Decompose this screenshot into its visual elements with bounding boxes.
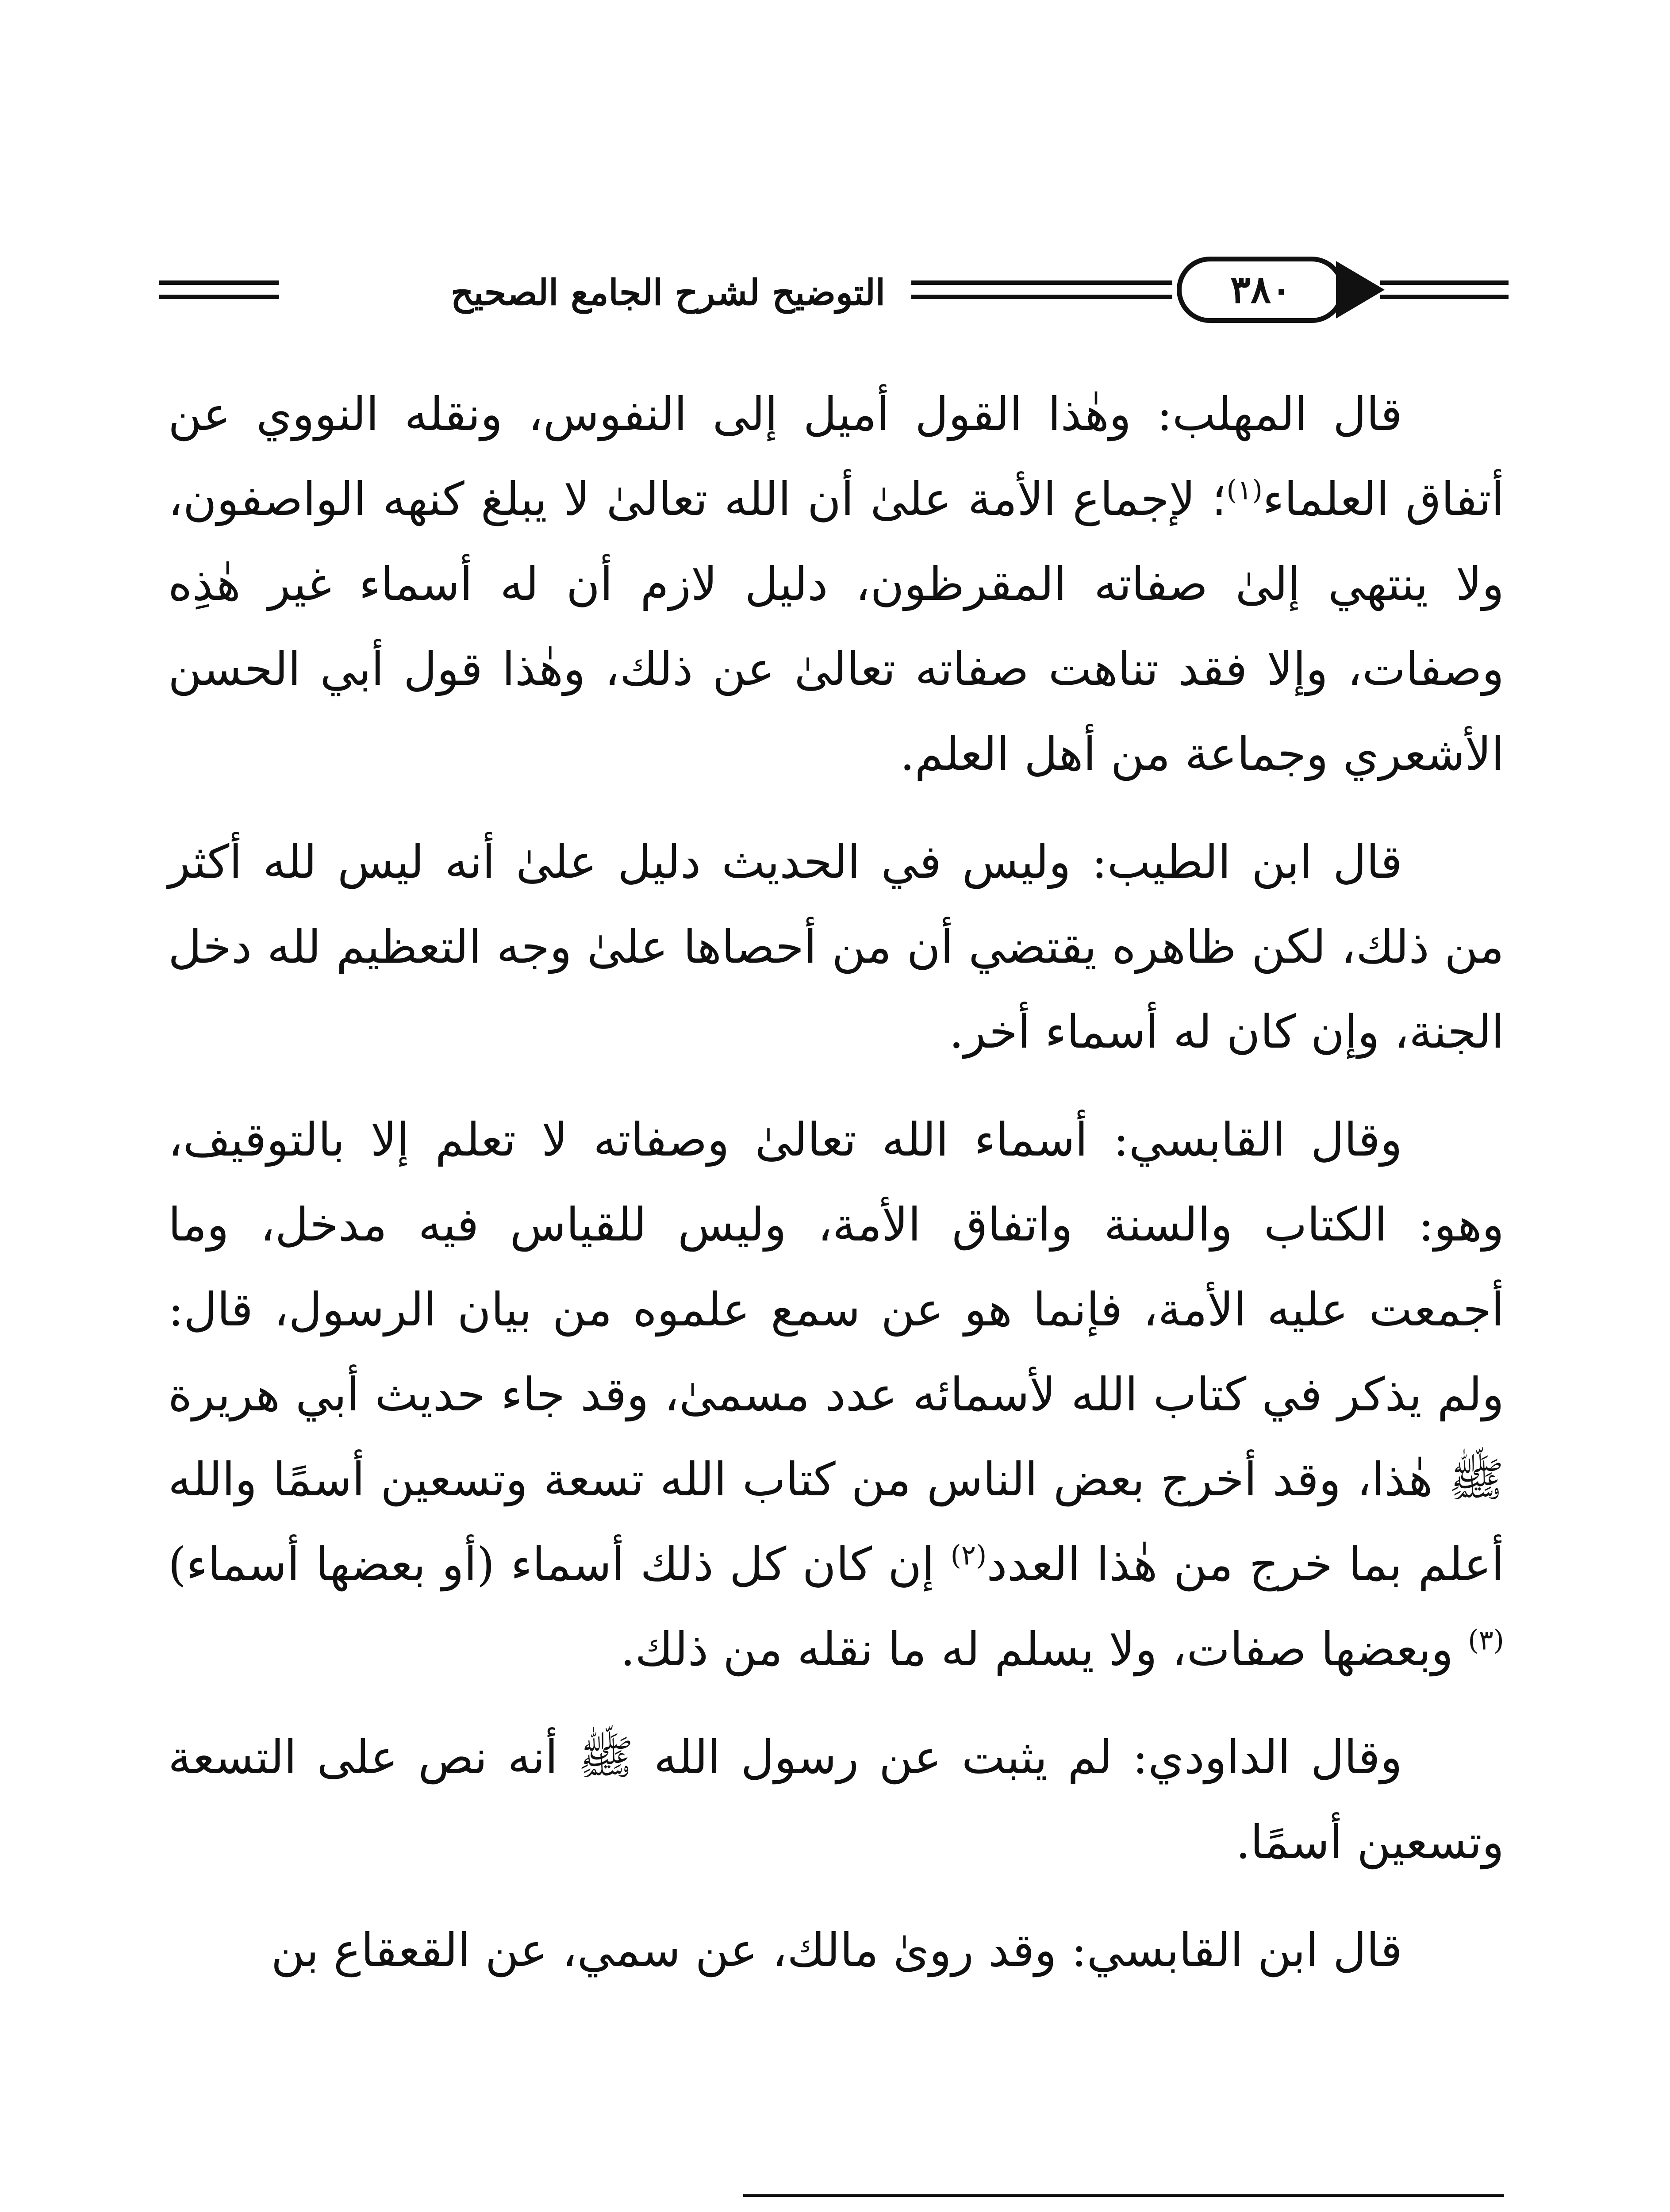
page-number-badge <box>1177 257 1345 323</box>
footnote-ref: (٣) <box>1468 1624 1504 1656</box>
footnote-ref: (٢) <box>950 1539 987 1571</box>
paragraph-ibn-qabisi <box>168 1908 1504 1993</box>
paragraph-ibn-tayyib <box>168 819 1504 1074</box>
paragraph-text: وقال القابسي: أسماء الله تعالىٰ وصفاته لا تعلم إلا بالتوقيف، وهو: الكتاب والسنة واتفاق الأمة، وليس للقياس فيه مدخل، وما أجمعت عليه الأمة، فإنما هو عن سمع علموه من بيان الرسول، قال: ولم يذكر في كتاب الله لأسمائه عدد مسمىٰ، وقد جاء حديث أبي هريرة ﷺ هٰذا، وقد أخرج بعض الناس من كتاب الله تسعة وتسعين أسمًا والله أعلم بما خرج من هٰذا العدد <box>168 1113 1505 1591</box>
paragraph-text: قال المهلب: وهٰذا القول أميل إلى النفوس، ونقله النووي عن أتفاق العلماء <box>168 387 1505 526</box>
page-number: ٣٨٠ <box>1230 267 1292 312</box>
paragraph-text: وقال الداودي: لم يثبت عن رسول الله ﷺ أنه نص على التسعة وتسعين أسمًا. <box>168 1730 1504 1869</box>
header-rule-left-top <box>159 280 279 285</box>
paragraph-text: قال ابن الطيب: وليس في الحديث دليل علىٰ أنه ليس لله أكثر من ذلك، لكن ظاهره يقتضي أن من أحصاها علىٰ وجه التعظيم لله دخل الجنة، وإن كان له أسماء أخر. <box>168 835 1504 1059</box>
header-rule-mid-top <box>911 280 1172 285</box>
running-header <box>159 248 1509 336</box>
header-rule-right-bottom <box>1380 295 1509 299</box>
running-title: التوضيح لشرح الجامع الصحيح <box>450 272 886 313</box>
footnote-separator <box>743 2194 1504 2197</box>
paragraph-text: إن كان كل ذلك أسماء (أو بعضها أسماء) <box>168 1537 951 1591</box>
paragraph-text: ؛ لإجماع الأمة علىٰ أن الله تعالىٰ لا يبلغ كنهه الواصفون، ولا ينتهي إلىٰ صفاته المقرظون، دليل لازم أن له أسماء غير هٰذِه وصفات، وإلا فقد تناهت صفاته تعالىٰ عن ذلك، وهٰذا قول أبي الحسن الأشعري وجماعة من أهل العلم. <box>168 472 1504 781</box>
main-text <box>168 372 1504 2016</box>
paragraph-muhallab <box>168 372 1504 796</box>
paragraph-text: قال ابن القابسي: وقد روىٰ مالك، عن سمي، عن القعقاع بن <box>271 1923 1402 1977</box>
paragraph-text: وبعضها صفات، ولا يسلم له ما نقله من ذلك. <box>620 1622 1468 1676</box>
badge-arrow-icon <box>1336 261 1385 319</box>
paragraph-qabisi <box>168 1097 1504 1692</box>
paragraph-dawudi <box>168 1715 1504 1885</box>
header-rule-right-top <box>1380 280 1509 285</box>
header-rule-mid-bottom <box>911 295 1172 299</box>
footnote-ref: (١) <box>1226 473 1263 506</box>
header-rule-left-bottom <box>159 295 279 299</box>
